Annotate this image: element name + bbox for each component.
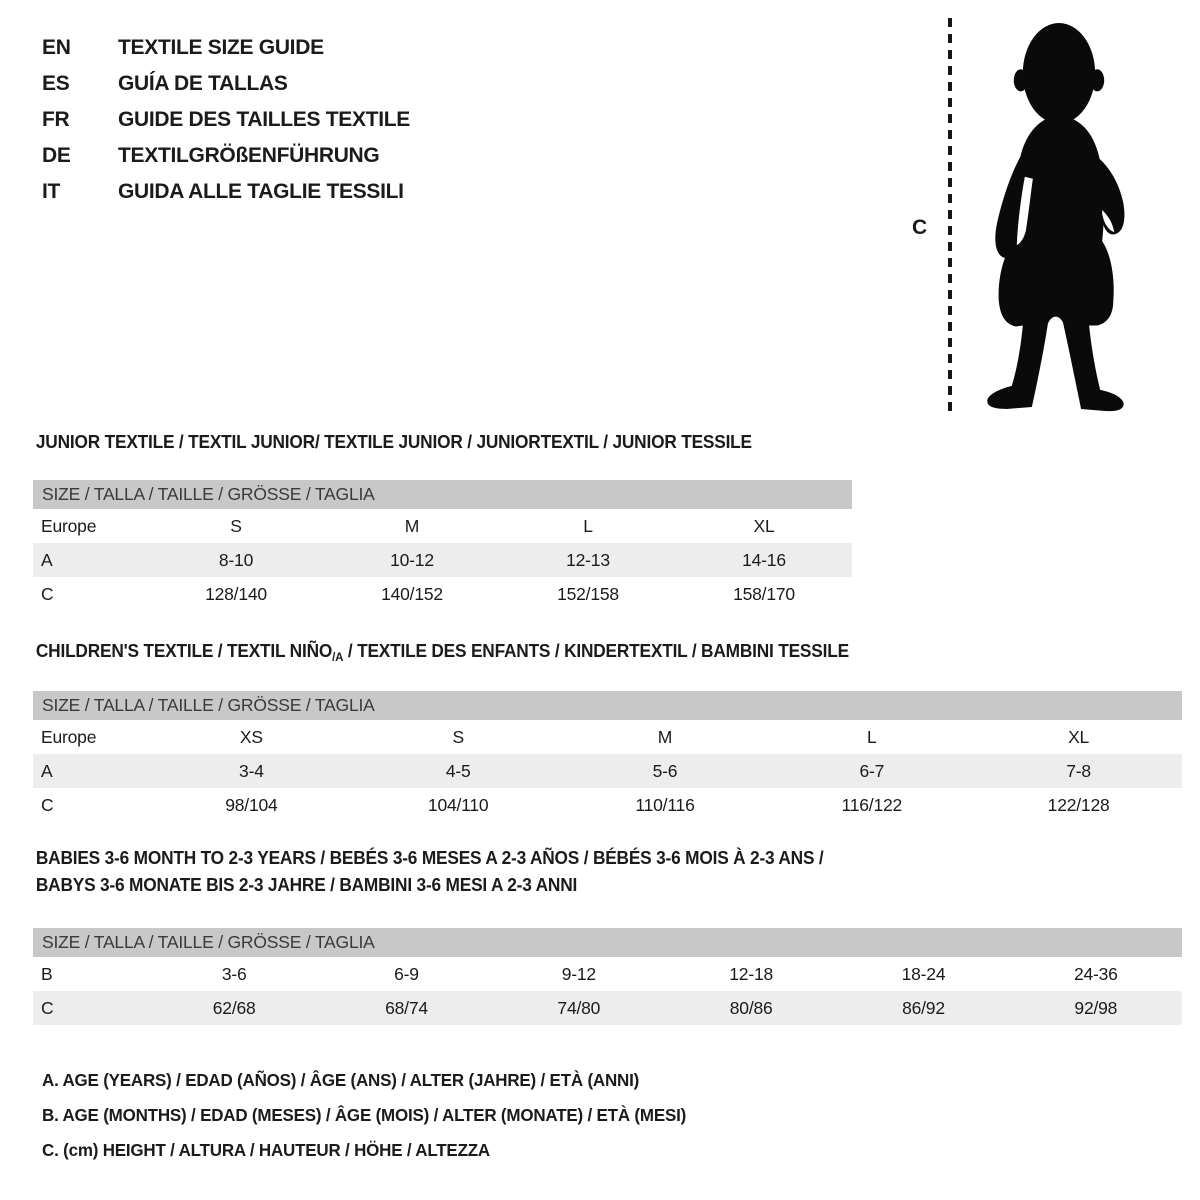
value-cell: 98/104	[225, 794, 278, 815]
size-header-cell: SIZE / TALLA / TAILLE / GRÖSSE / TAGLIA	[33, 480, 852, 509]
value-cell: S	[230, 515, 242, 536]
value-cell: 12-18	[729, 963, 774, 984]
language-list	[42, 30, 410, 210]
section-junior	[33, 432, 852, 611]
table-header-row	[33, 691, 1182, 720]
language-title: TEXTILGRÖßENFÜHRUNG	[118, 144, 380, 167]
value-cell: 10-12	[390, 549, 434, 570]
legend-line-b: B. AGE (MONTHS) / EDAD (MESES) / ÂGE (MOIS) / ALTER (MONATE) / ETÀ (MESI)	[42, 1105, 687, 1125]
language-row-it	[42, 174, 410, 210]
table-row	[33, 754, 1182, 788]
babies-title-line1: BABIES 3-6 MONTH TO 2-3 YEARS / BEBÉS 3-6 MESES A 2-3 AÑOS / BÉBÉS 3-6 MOIS À 2-3 ANS /	[35, 848, 824, 868]
legend-line-a: A. AGE (YEARS) / EDAD (AÑOS) / ÂGE (ANS) / ALTER (JAHRE) / ETÀ (ANNI)	[42, 1070, 640, 1090]
table-header-row	[33, 480, 852, 509]
section-children	[33, 641, 1182, 822]
value-cell: 152/158	[557, 583, 619, 604]
row-label-cell: A	[41, 760, 53, 781]
measurement-legend	[42, 1063, 706, 1168]
value-cell: 3-4	[239, 760, 264, 781]
junior-size-table	[33, 480, 852, 611]
table-header-row	[33, 928, 1182, 957]
value-cell: 8-10	[218, 549, 254, 570]
value-cell: 116/122	[841, 794, 903, 815]
language-title: GUÍA DE TALLAS	[118, 72, 288, 95]
value-cell: XL	[753, 515, 775, 536]
value-cell: 18-24	[901, 963, 946, 984]
value-cell: 122/128	[1047, 794, 1110, 815]
value-cell: 6-7	[859, 760, 885, 781]
value-cell: 7-8	[1066, 760, 1091, 781]
language-code: FR	[42, 108, 70, 131]
language-row-en	[42, 30, 410, 66]
height-measure-label: C	[912, 216, 928, 239]
row-label-cell: Europe	[41, 726, 97, 747]
table-row	[33, 577, 852, 611]
value-cell: 12-13	[566, 549, 610, 570]
row-label-cell: C	[41, 997, 54, 1018]
language-title: GUIDE DES TAILLES TEXTILE	[118, 108, 410, 131]
value-cell: M	[404, 515, 420, 536]
row-label-cell: B	[41, 963, 53, 984]
children-title-suffix: / TEXTILE DES ENFANTS / KINDERTEXTIL / BAMBINI TESSILE	[343, 641, 849, 661]
row-label-cell: C	[41, 583, 54, 604]
language-title: GUIDA ALLE TAGLIE TESSILI	[118, 180, 404, 203]
row-label-cell: C	[41, 794, 54, 815]
children-size-table	[33, 691, 1182, 822]
value-cell: L	[867, 726, 877, 747]
value-cell: S	[452, 726, 464, 747]
language-code: IT	[42, 180, 61, 203]
value-cell: 92/98	[1074, 997, 1118, 1018]
babies-title-line2: BABYS 3-6 MONATE BIS 2-3 JAHRE / BAMBINI 3-6 MESI A 2-3 ANNI	[35, 875, 578, 895]
table-row	[33, 991, 1182, 1025]
table-row	[33, 509, 852, 543]
value-cell: 80/86	[729, 997, 773, 1018]
table-row	[33, 720, 1182, 754]
value-cell: 4-5	[445, 760, 471, 781]
children-section-title	[33, 641, 1136, 664]
value-cell: 24-36	[1073, 963, 1118, 984]
value-cell: M	[657, 726, 673, 747]
value-cell: 104/110	[427, 794, 489, 815]
table-row	[33, 543, 852, 577]
value-cell: 158/170	[733, 583, 795, 604]
value-cell: 6-9	[394, 963, 419, 984]
table-row	[33, 957, 1182, 991]
measurement-figure	[900, 10, 1180, 425]
value-cell: 140/152	[381, 583, 443, 604]
language-row-es	[42, 66, 410, 102]
table-row	[33, 788, 1182, 822]
value-cell: 128/140	[205, 583, 267, 604]
height-dashed-line	[948, 18, 952, 416]
babies-section-title	[33, 845, 1182, 899]
legend-line-c: C. (cm) HEIGHT / ALTURA / HAUTEUR / HÖHE / ALTEZZA	[42, 1140, 490, 1160]
value-cell: 74/80	[557, 997, 601, 1018]
language-code: ES	[42, 72, 70, 95]
children-title-sub: /A	[332, 650, 344, 664]
row-label-cell: A	[41, 549, 53, 570]
value-cell: 110/116	[635, 794, 695, 815]
language-code: DE	[42, 144, 71, 167]
value-cell: 86/92	[902, 997, 945, 1018]
language-row-de	[42, 138, 410, 174]
size-header-cell: SIZE / TALLA / TAILLE / GRÖSSE / TAGLIA	[33, 928, 1182, 957]
children-title-prefix: CHILDREN'S TEXTILE / TEXTIL NIÑO	[35, 641, 333, 661]
section-babies	[33, 845, 1182, 1025]
language-title: TEXTILE SIZE GUIDE	[118, 36, 324, 59]
babies-size-table	[33, 928, 1182, 1025]
value-cell: 9-12	[561, 963, 596, 984]
row-label-cell: Europe	[41, 515, 97, 536]
value-cell: 68/74	[385, 997, 428, 1018]
size-header-cell: SIZE / TALLA / TAILLE / GRÖSSE / TAGLIA	[33, 691, 1182, 720]
value-cell: 62/68	[212, 997, 256, 1018]
value-cell: L	[583, 515, 593, 536]
language-code: EN	[42, 36, 71, 59]
value-cell: XS	[239, 726, 263, 747]
value-cell: 5-6	[652, 760, 678, 781]
language-row-fr	[42, 102, 410, 138]
value-cell: XL	[1068, 726, 1090, 747]
junior-section-title: JUNIOR TEXTILE / TEXTIL JUNIOR/ TEXTILE JUNIOR / JUNIORTEXTIL / JUNIOR TESSILE	[35, 432, 752, 452]
value-cell: 14-16	[742, 549, 786, 570]
toddler-silhouette-icon	[982, 16, 1144, 418]
value-cell: 3-6	[221, 963, 247, 984]
